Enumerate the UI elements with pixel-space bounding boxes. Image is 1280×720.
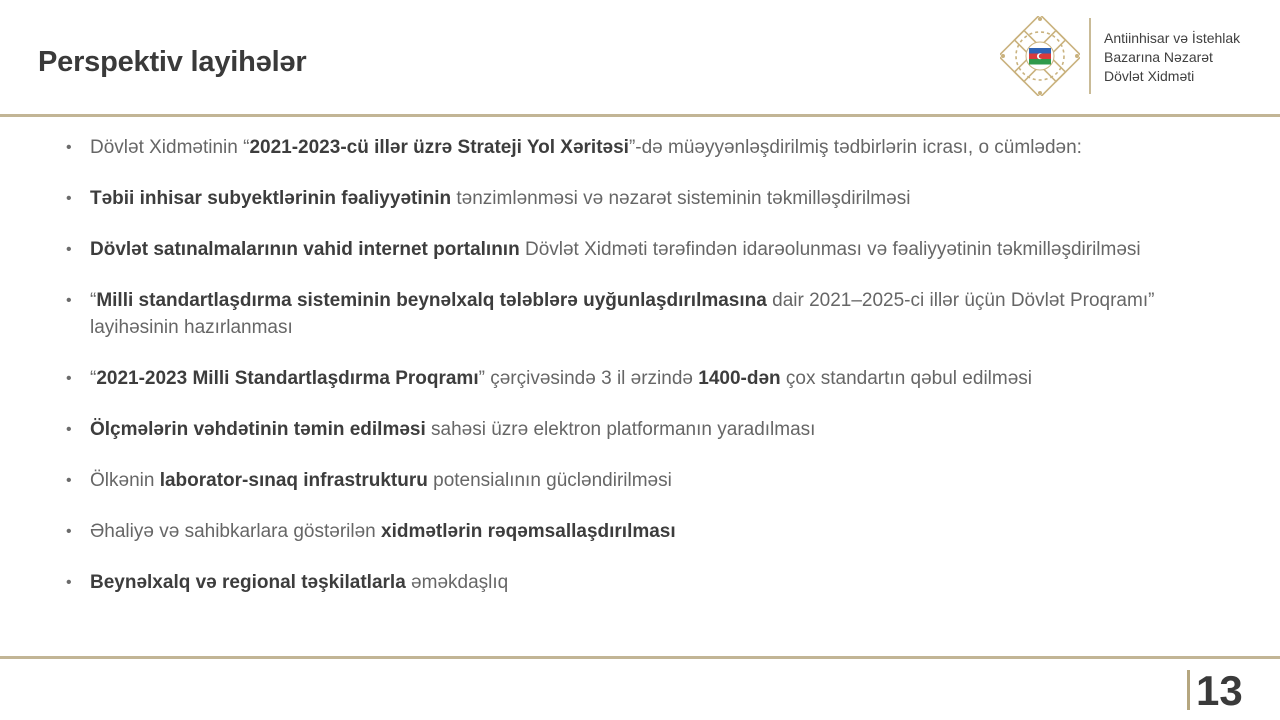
bullet-item xyxy=(64,416,1244,443)
bullet-item xyxy=(64,287,1244,341)
organization-name xyxy=(1104,29,1240,86)
text-run: Dövlət Xidməti tərəfindən idarəolunması və fəaliyyətinin təkmilləşdirilməsi xyxy=(519,239,1141,260)
logo-divider xyxy=(1089,18,1091,94)
text-run: sahəsi üzrə elektron platformanın yaradılması xyxy=(425,419,816,440)
bullet-item xyxy=(64,185,1244,212)
emblem-logo-icon xyxy=(1000,16,1080,96)
page-number-accent xyxy=(1187,670,1190,710)
text-run: “ xyxy=(90,290,97,311)
bullet-item xyxy=(64,134,1244,161)
bold-text-run: Təbii inhisar subyektlərinin fəaliyyətinin xyxy=(90,188,452,209)
text-run: Əhaliyə və sahibkarlara göstərilən xyxy=(90,521,382,542)
text-run: çox standartın qəbul edilməsi xyxy=(780,368,1033,389)
org-name-line: Antiinhisar və İstehlak xyxy=(1104,30,1241,46)
text-run: tənzimlənməsi və nəzarət sisteminin təkmilləşdirilməsi xyxy=(451,188,911,209)
bold-text-run: xidmətlərin rəqəmsallaşdırılması xyxy=(381,521,676,542)
header-divider xyxy=(0,114,1280,117)
text-run: Ölkənin xyxy=(90,470,160,491)
bold-text-run: Ölçmələrin vəhdətinin təmin edilməsi xyxy=(90,419,426,440)
text-run: əməkdaşlıq xyxy=(405,572,509,593)
org-name-line: Bazarına Nəzarət xyxy=(1104,49,1213,65)
bold-text-run: Dövlət satınalmalarının vahid internet portalının xyxy=(90,239,520,260)
bold-text-run: laborator-sınaq infrastrukturu xyxy=(159,470,428,491)
text-run: ” çərçivəsində 3 il ərzində xyxy=(478,368,699,389)
bullet-item xyxy=(64,236,1244,263)
text-run: “ xyxy=(90,368,97,389)
text-run: potensialının gücləndirilməsi xyxy=(427,470,672,491)
bullet-item xyxy=(64,518,1244,545)
bold-text-run: Milli standartlaşdırma sisteminin beynəlxalq tələblərə uyğunlaşdırılmasına xyxy=(96,290,767,311)
text-run: Dövlət Xidmətinin “ xyxy=(90,137,250,158)
bold-text-run: 2021-2023-cü illər üzrə Strateji Yol Xəritəsi xyxy=(249,137,629,158)
bold-text-run: 2021-2023 Milli Standartlaşdırma Proqramı xyxy=(96,368,479,389)
bullet-item xyxy=(64,569,1244,596)
text-run: ”-də müəyyənləşdirilmiş tədbirlərin icrası, o cümlədən: xyxy=(628,137,1082,158)
text-run: dair 2021–2025-ci illər üçün Dövlət Proqramı” layihəsinin hazırlanması xyxy=(90,290,1155,338)
bold-text-run: Beynəlxalq və regional təşkilatlarla xyxy=(90,572,406,593)
page-title: Perspektiv layihələr xyxy=(38,46,307,78)
bold-text-run: 1400-dən xyxy=(698,368,781,389)
footer-divider xyxy=(0,656,1280,659)
org-name-line: Dövlət Xidməti xyxy=(1104,68,1195,84)
bullet-item xyxy=(64,365,1244,392)
bullet-item xyxy=(64,467,1244,494)
bullet-list xyxy=(64,134,1244,620)
page-number: 13 xyxy=(1196,667,1243,714)
